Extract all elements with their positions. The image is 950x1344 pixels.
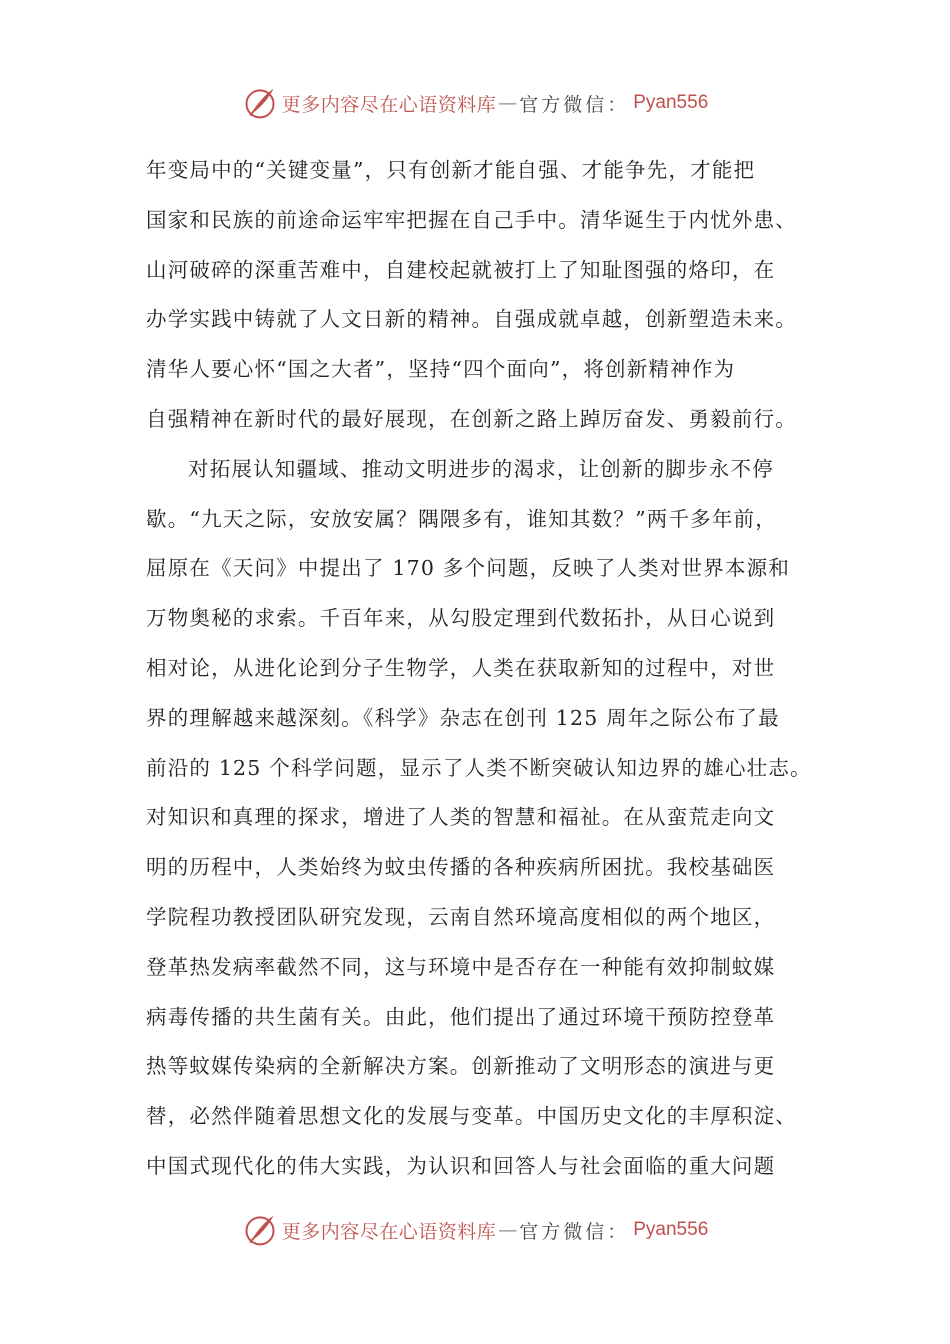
text-line: 热等蚊媒传染病的全新解决方案。创新推动了文明形态的演进与更 bbox=[146, 1054, 776, 1079]
footer-wechat-label: 官方微信： bbox=[519, 1220, 630, 1243]
header-wechat-label: 官方微信： bbox=[519, 93, 630, 116]
quill-pen-logo-icon bbox=[242, 85, 278, 121]
text-line: 明的历程中，人类始终为蚊虫传播的各种疾病所困扰。我校基础医 bbox=[146, 855, 776, 880]
text-line: 清华人要心怀“国之大者”，坚持“四个面向”，将创新精神作为 bbox=[146, 357, 736, 382]
text-line: 自强精神在新时代的最好展现，在创新之路上踔厉奋发、勇毅前行。 bbox=[146, 406, 797, 431]
footer-site-name: 更多内容尽在心语资料库 bbox=[281, 1220, 497, 1243]
text-line: 相对论，从进化论到分子生物学，人类在获取新知的过程中，对世 bbox=[146, 655, 776, 680]
text-line: 登革热发病率截然不同，这与环境中是否存在一种能有效抑制蚊媒 bbox=[146, 954, 776, 979]
footer-banner bbox=[0, 1210, 950, 1250]
text-line: 中国式现代化的伟大实践，为认识和回答人与社会面临的重大问题 bbox=[146, 1153, 776, 1178]
footer-separator: — bbox=[498, 1219, 518, 1241]
text-line: 屈原在《天问》中提出了 170 多个问题，反映了人类对世界本源和 bbox=[146, 556, 791, 581]
text-line: 前沿的 125 个科学问题，显示了人类不断突破认知边界的雄心壮志。 bbox=[146, 755, 812, 780]
text-line: 国家和民族的前途命运牢牢把握在自己手中。清华诞生于内忧外患、 bbox=[146, 207, 797, 232]
text-line: 病毒传播的共生菌有关。由此，他们提出了通过环境干预防控登革 bbox=[146, 1004, 776, 1029]
text-line: 歇。“九天之际，安放安属？隅隈多有，谁知其数？”两千多年前， bbox=[146, 506, 777, 531]
paragraph-start-line: 对拓展认知疆域、推动文明进步的渴求，让创新的脚步永不停 bbox=[188, 456, 774, 481]
text-line: 替，必然伴随着思想文化的发展与变革。中国历史文化的丰厚积淀、 bbox=[146, 1104, 797, 1129]
header-wechat-id: Pyan556 bbox=[633, 92, 709, 113]
footer-wechat-id: Pyan556 bbox=[633, 1219, 709, 1240]
header-site-name: 更多内容尽在心语资料库 bbox=[281, 93, 497, 116]
header-banner bbox=[0, 83, 950, 123]
quill-pen-logo-icon bbox=[242, 1212, 278, 1248]
document-body bbox=[146, 146, 818, 1192]
text-line: 山河破碎的深重苦难中，自建校起就被打上了知耻图强的烙印，在 bbox=[146, 257, 776, 282]
text-line: 办学实践中铸就了人文日新的精神。自强成就卓越，创新塑造未来。 bbox=[146, 307, 797, 332]
text-line: 年变局中的“关键变量”，只有创新才能自强、才能争先，才能把 bbox=[146, 158, 756, 182]
text-line: 界的理解越来越深刻。《科学》杂志在创刊 125 周年之际公布了最 bbox=[146, 705, 780, 730]
text-line: 对知识和真理的探求，增进了人类的智慧和福祉。在从蛮荒走向文 bbox=[146, 805, 776, 830]
text-line: 万物奥秘的求索。千百年来，从勾股定理到代数拓扑，从日心说到 bbox=[146, 606, 776, 631]
text-line: 学院程功教授团队研究发现，云南自然环境高度相似的两个地区， bbox=[146, 904, 776, 929]
header-separator: — bbox=[498, 92, 518, 114]
